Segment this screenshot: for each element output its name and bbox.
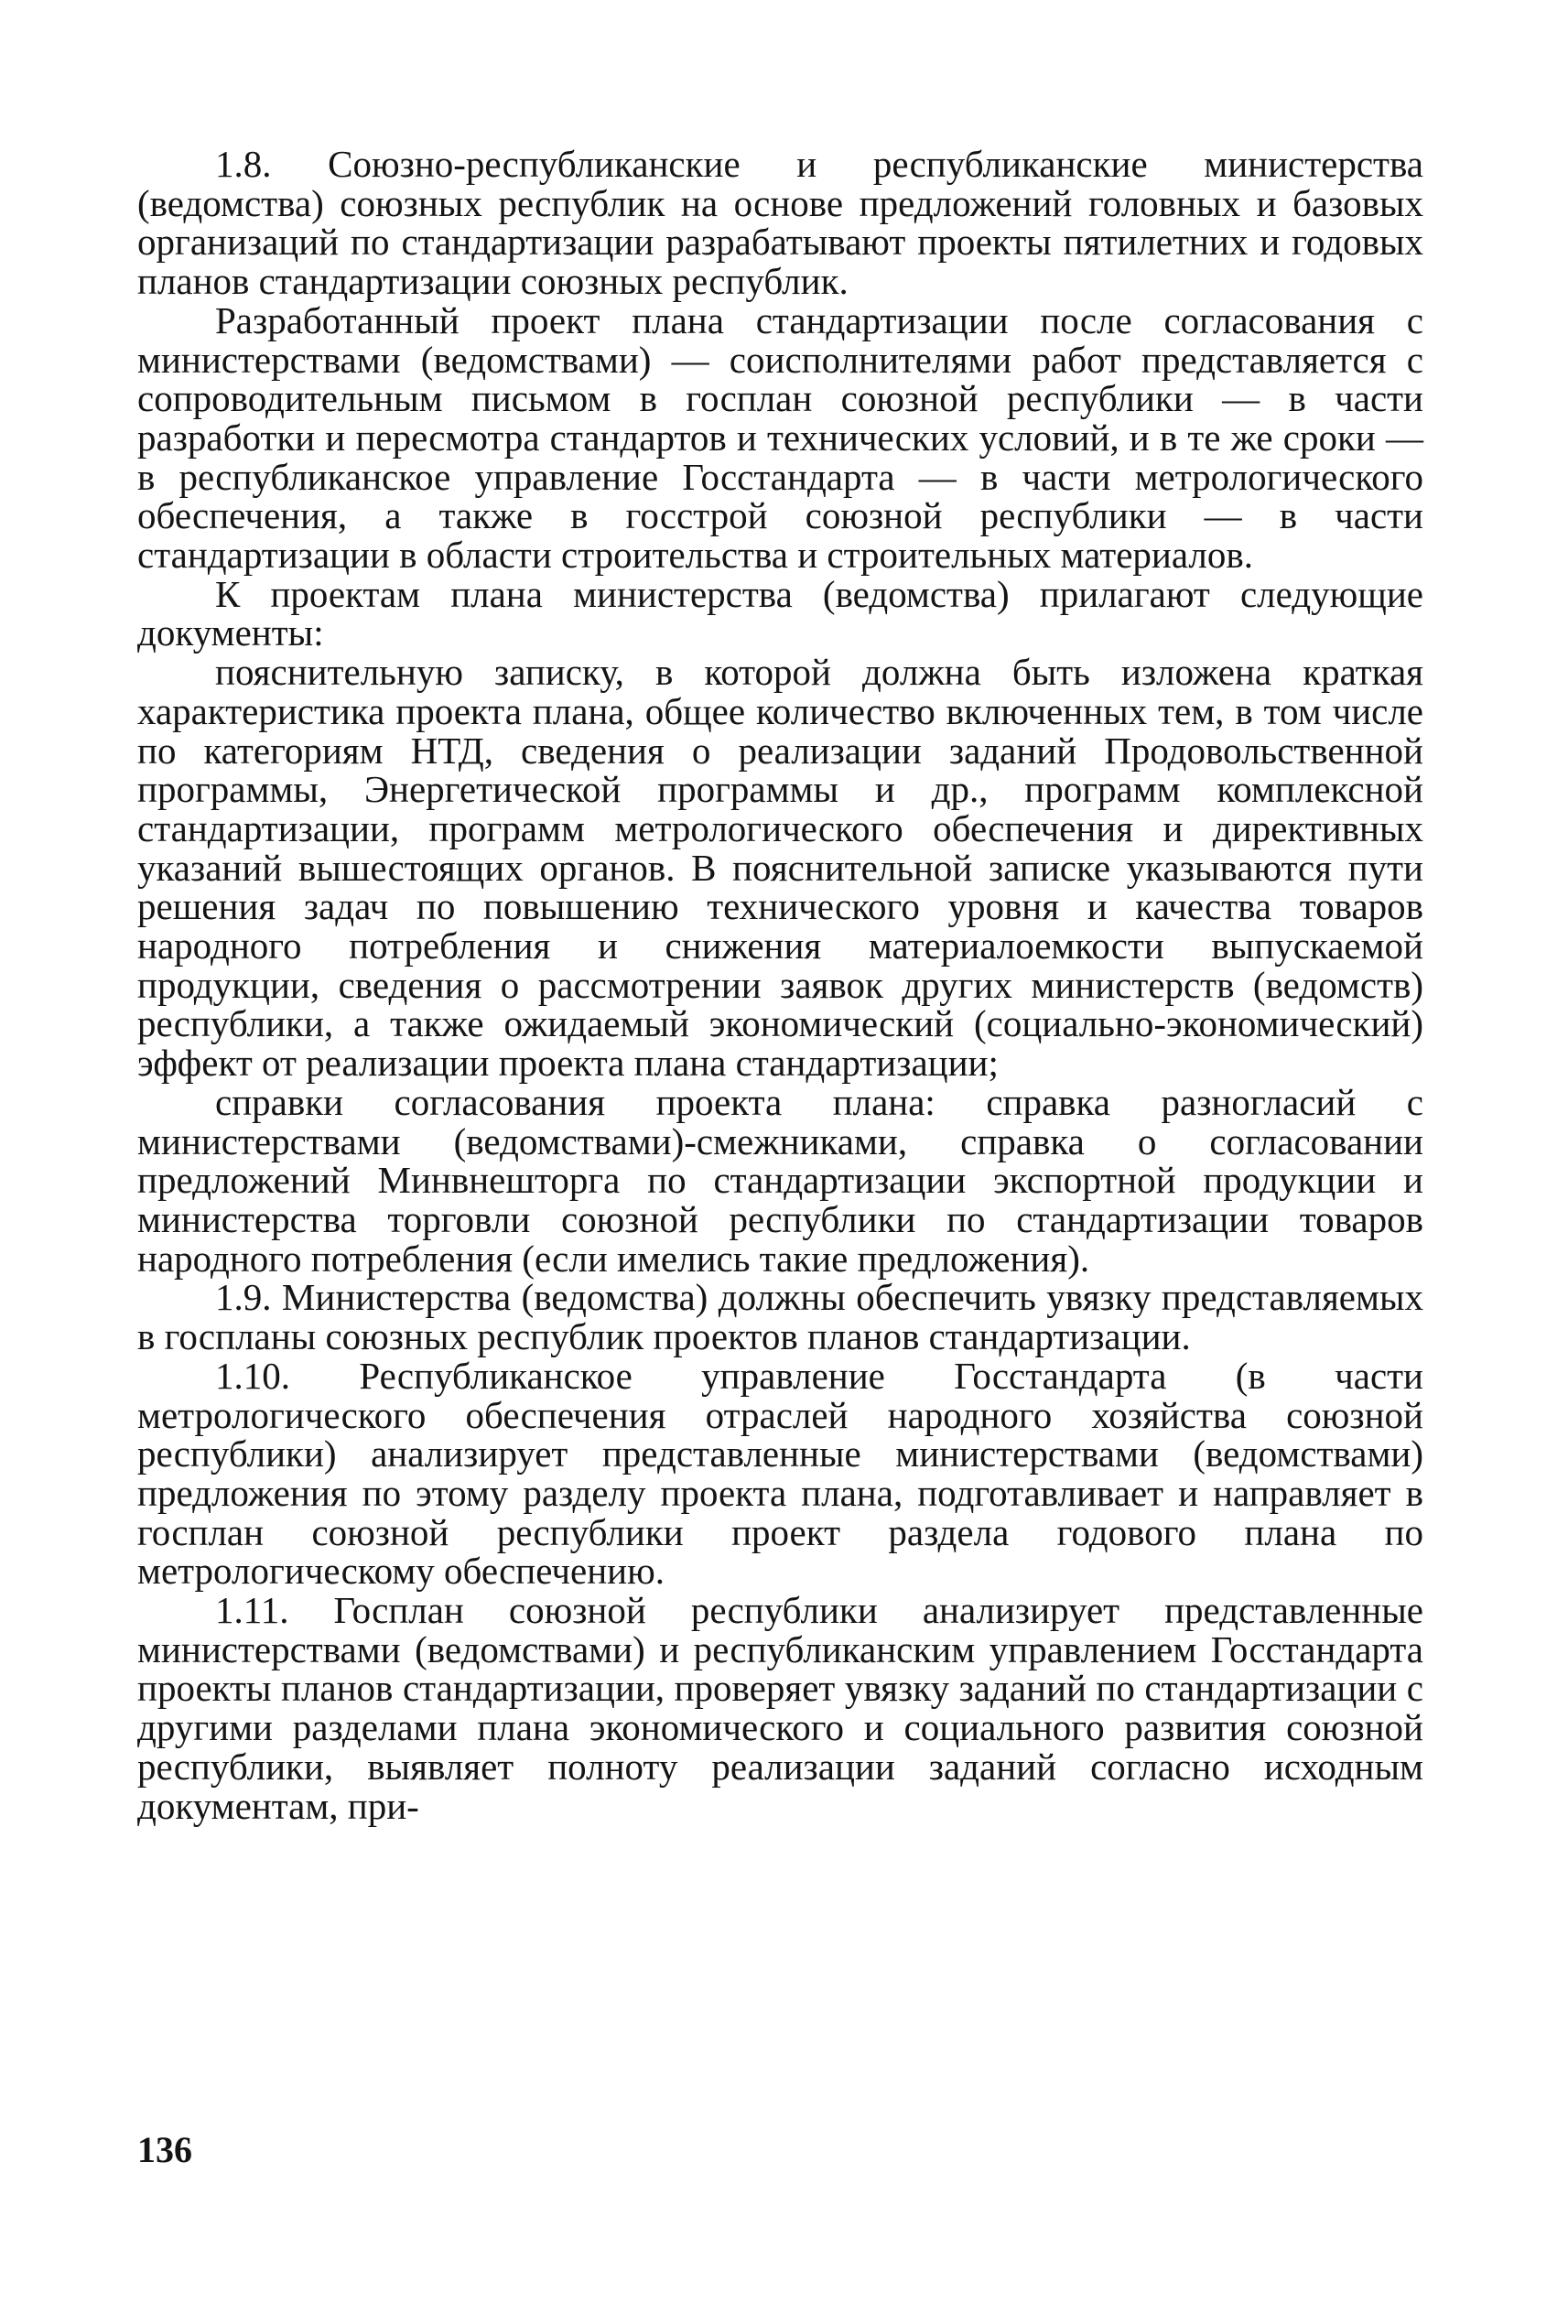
paragraph-1-9: 1.9. Министерства (ведомства) должны обеспечить увязку представляемых в госпланы союзных республик проектов планов стандартизации. [137, 1276, 1423, 1358]
paragraph-1-11: 1.11. Госплан союзной республики анализирует представленные министерствами (ведомствами) и республиканским управлением Госстандарта проекты планов стандартизации, проверяет увязку заданий по стандартизации с другими разделами плана экономического и социального развития союзной республики, выявляет полноту реализации заданий согласно исходным документам, при- [137, 1589, 1423, 1827]
paragraph-explanatory-note: пояснительную записку, в которой должна быть изложена краткая характеристика проекта плана, общее количество включенных тем, в том числе по категориям НТД, сведения о реализации заданий Продовольственной программы, Энергетической программы и др., программ комплексной стандартизации, программ метрологического обеспечения и директивных указаний вышестоящих органов. В пояснительной записке указываются пути решения задач по повышению технического уровня и качества товаров народного потребления и снижения материалоемкости выпускаемой продукции, сведения о рассмотрении заявок других министерств (ведомств) республики, а также ожидаемый экономический (социально-экономический) эффект от реализации проекта плана стандартизации; [137, 651, 1423, 1085]
paragraph-approval-certificates: справки согласования проекта плана: справка разногласий с министерствами (ведомствами)-смежниками, справка о согласовании предложений Минвнешторга по стандартизации экспортной продукции и министерства торговли союзной республики по стандартизации товаров народного потребления (если имелись такие предложения). [137, 1080, 1423, 1280]
page-body [137, 145, 1423, 1825]
paragraph-1-8: 1.8. Союзно-республиканские и республиканские министерства (ведомства) союзных республик на основе предложений головных и базовых организаций по стандартизации разрабатывают проекты пятилетних и годовых планов стандартизации союзных республик. [137, 143, 1423, 303]
page-number: 136 [137, 2129, 192, 2170]
paragraph-1-10: 1.10. Республиканское управление Госстандарта (в части метрологического обеспечения отраслей народного хозяйства союзной республики) анализирует представленные министерствами (ведомствами) предложения по этому разделу проекта плана, подготавливает и направляет в госплан союзной республики проект раздела годового плана по метрологическому обеспечению. [137, 1354, 1423, 1593]
paragraph-attached-documents: К проектам плана министерства (ведомства) прилагают следующие документы: [137, 572, 1423, 654]
paragraph-draft-plan-approval: Разработанный проект плана стандартизации после согласования с министерствами (ведомствами) — соисполнителями работ представляется с сопроводительным письмом в госплан союзной республики — в части разработки и пересмотра стандартов и технических условий, и в те же сроки — в республиканское управление Госстандарта — в части метрологического обеспечения, а также в госстрой союзной республики — в части стандартизации в области строительства и строительных материалов. [137, 298, 1423, 577]
